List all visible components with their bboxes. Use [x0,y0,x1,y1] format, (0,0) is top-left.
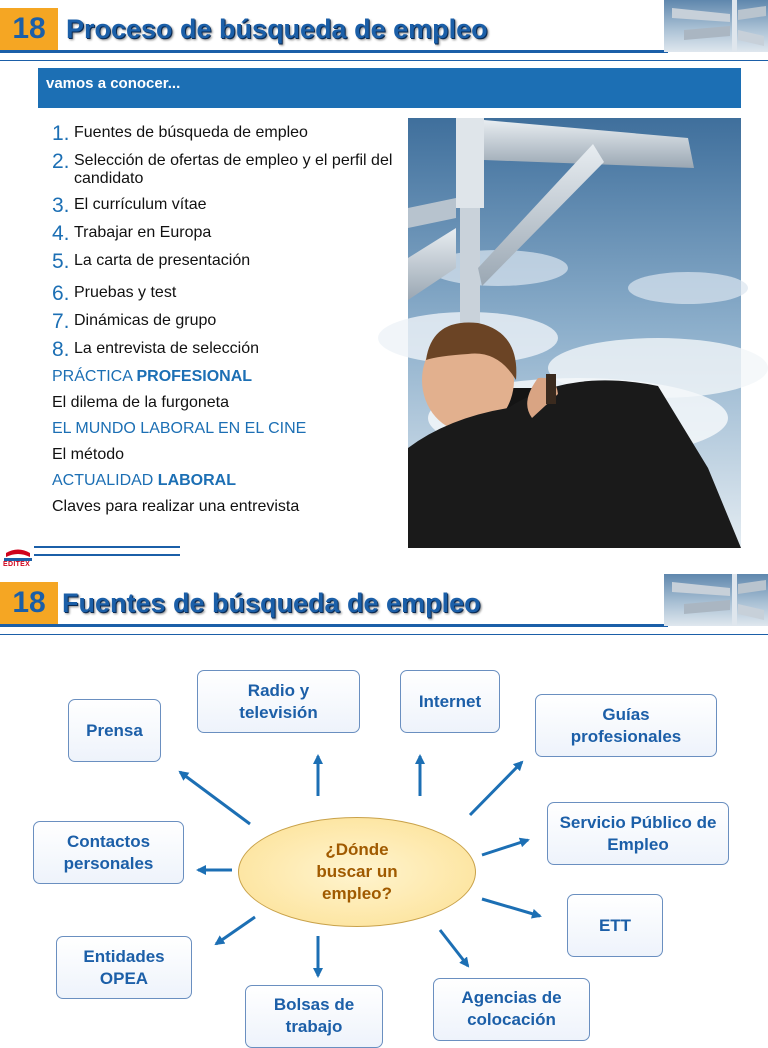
toc-item[interactable] [52,284,402,304]
editex-logo [0,540,200,572]
intro-banner: vamos a conocer... [38,68,741,108]
slide-2 [0,572,768,1036]
slide-number: 18 [0,8,58,50]
node-label: Entidades OPEA [83,946,165,988]
node-contactos-personales[interactable] [33,821,184,884]
signpost-photo [408,118,741,548]
toc-number: 8. [52,338,70,361]
section-heading-a: PRÁCTICA [52,368,137,385]
slide-title: Proceso de búsqueda de empleo [66,14,488,44]
toc-text: Fuentes de búsqueda de empleo [74,124,308,141]
section-heading-b: PROFESIONAL [136,368,253,385]
node-agencias-colocacion[interactable] [433,978,590,1041]
section-heading-a: ACTUALIDAD [52,472,158,489]
arrow-ett [482,899,540,916]
node-label: ETT [598,915,632,935]
section-item[interactable]: El dilema de la furgoneta [52,394,229,411]
node-label: Guías profesionales [570,704,682,746]
arrow-agencias [440,930,468,966]
toc-number: 2. [52,150,70,173]
toc-text: Selección de ofertas de empleo y el perfil del candidato [74,152,393,187]
toc-item[interactable] [52,196,402,216]
toc-number: 5. [52,250,70,273]
section-heading-actualidad [52,472,402,490]
title-divider [0,60,768,61]
section-item[interactable]: El método [52,446,125,463]
toc-number: 7. [52,310,70,333]
toc-text: El currículum vítae [74,196,207,213]
section-heading-cine [52,420,402,438]
node-bolsas-trabajo[interactable] [245,985,383,1048]
slide-title: Fuentes de búsqueda de empleo [62,588,481,618]
toc-text: Dinámicas de grupo [74,312,217,329]
node-entidades-opea[interactable] [56,936,192,999]
toc-item[interactable] [52,124,402,144]
toc-number: 6. [52,282,70,305]
toc-item[interactable] [52,152,402,188]
signpost-thumbnail [664,0,768,52]
toc-number: 1. [52,122,70,145]
center-question-text: ¿Dónde buscar un empleo? [316,840,398,903]
node-label: Radio y televisión [239,680,318,722]
table-of-contents [52,124,402,524]
node-prensa[interactable] [68,699,161,762]
arrow-servicio [482,840,528,855]
node-internet[interactable] [400,670,500,733]
editex-logo-text: EDITEX [3,561,31,568]
toc-text: La carta de presentación [74,252,251,269]
toc-item[interactable] [52,312,402,332]
title-underline [0,50,668,53]
arrow-prensa [180,772,250,824]
toc-item[interactable] [52,224,402,244]
node-ett[interactable] [567,894,663,957]
toc-item[interactable] [52,340,402,360]
node-label: Agencias de colocación [461,988,562,1029]
arrow-guias [470,762,522,815]
slide-number: 18 [0,582,58,624]
section-heading-b: LABORAL [157,472,237,489]
toc-text: La entrevista de selección [74,340,259,357]
node-label: Bolsas de trabajo [273,995,355,1036]
toc-item[interactable] [52,252,402,272]
node-label: Servicio Público de Empleo [559,812,717,854]
toc-number: 4. [52,222,70,245]
node-radio-television[interactable] [197,670,360,733]
center-question [238,817,476,927]
toc-text: Pruebas y test [74,284,177,301]
node-label: Internet [418,691,482,711]
section-heading-practica [52,368,402,386]
node-label: Prensa [86,720,143,740]
toc-text: Trabajar en Europa [74,224,212,241]
node-servicio-publico[interactable] [547,802,729,865]
node-label: Contactos personales [63,831,154,873]
arrow-entidades [216,917,255,944]
node-guias-profesionales[interactable] [535,694,717,757]
section-item[interactable]: Claves para realizar una entrevista [52,498,300,515]
section-heading-a: EL MUNDO LABORAL EN EL CINE [52,420,307,437]
toc-number: 3. [52,194,70,217]
